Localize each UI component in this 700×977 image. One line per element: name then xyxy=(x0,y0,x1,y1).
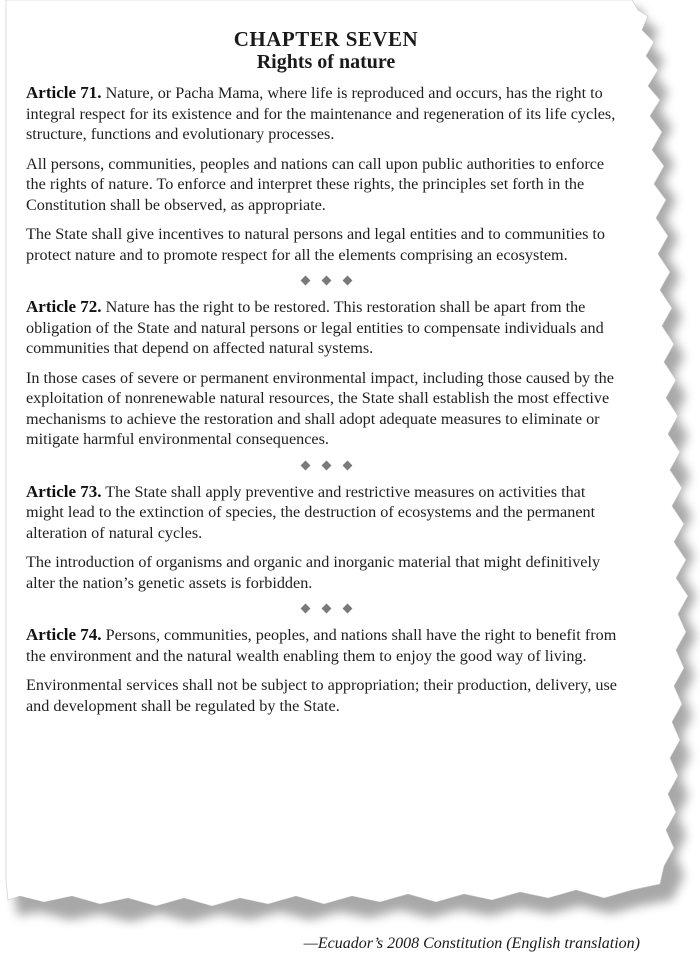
article-73 xyxy=(26,482,626,594)
section-divider xyxy=(26,460,626,470)
article-72 xyxy=(26,297,626,450)
diamond-icon xyxy=(342,604,352,614)
article-paragraph: The State shall give incentives to natural persons and legal entities and to communities to protect nature and to promote respect for all the elements comprising an ecosystem. xyxy=(26,225,606,264)
article-71 xyxy=(26,83,626,265)
diamond-icon xyxy=(321,604,331,614)
diamond-icon xyxy=(342,276,352,286)
diamond-icon xyxy=(300,460,310,470)
source-attribution: —Ecuador’s 2008 Constitution (English translation) xyxy=(303,935,640,952)
article-paragraph xyxy=(26,625,626,666)
article-text: Nature, or Pacha Mama, where life is reproduced and occurs, has the right to integral respect for its existence and for the maintenance and regeneration of its life cycles, structure, functions and evolutionary processes. xyxy=(26,84,616,143)
document-content xyxy=(26,28,626,725)
diamond-icon xyxy=(342,460,352,470)
article-label: Article 72. xyxy=(26,297,102,316)
chapter-subtitle: Rights of nature xyxy=(256,51,396,73)
article-text: The State shall apply preventive and restrictive measures on activities that might lead to the extinction of species, the destruction of ecosystems and the permanent alteration of natural cycles. xyxy=(26,482,596,542)
article-label: Article 74. xyxy=(26,625,102,644)
chapter-title: CHAPTER SEVEN xyxy=(233,27,419,51)
article-text: Persons, communities, peoples, and nations shall have the right to benefit from the environment and the natural wealth enabling them to enjoy the good way of living. xyxy=(26,626,617,665)
article-label: Article 71. xyxy=(26,83,102,102)
section-divider xyxy=(26,275,626,285)
article-74 xyxy=(26,625,626,716)
article-paragraph: In those cases of severe or permanent environmental impact, including those caused by the exploitation of nonrenewable natural resources, the State shall establish the most effective mechanisms to achieve the restoration and shall adopt adequate measures to eliminate or mitigate harmful environmental consequences. xyxy=(26,368,614,448)
article-paragraph: All persons, communities, peoples and nations can call upon public authorities to enforce the rights of nature. To enforce and interpret these rights, the principles set forth in the Constitution shall be observed, as appropriate. xyxy=(26,154,605,214)
article-paragraph: The introduction of organisms and organic and inorganic material that might definitively alter the nation’s genetic assets is forbidden. xyxy=(26,553,601,592)
diamond-icon xyxy=(321,460,331,470)
diamond-icon xyxy=(300,276,310,286)
diamond-icon xyxy=(321,276,331,286)
section-divider xyxy=(26,603,626,613)
article-text: Nature has the right to be restored. This restoration shall be apart from the obligation of the State and natural persons or legal entities to compensate individuals and communities that depend on affected natural systems. xyxy=(26,298,604,357)
article-paragraph: Environmental services shall not be subject to appropriation; their production, delivery, use and development shall be regulated by the State. xyxy=(26,676,617,715)
article-paragraph xyxy=(26,297,626,359)
article-label: Article 73. xyxy=(26,481,102,501)
article-paragraph xyxy=(26,482,626,544)
article-paragraph xyxy=(26,83,626,145)
diamond-icon xyxy=(300,604,310,614)
